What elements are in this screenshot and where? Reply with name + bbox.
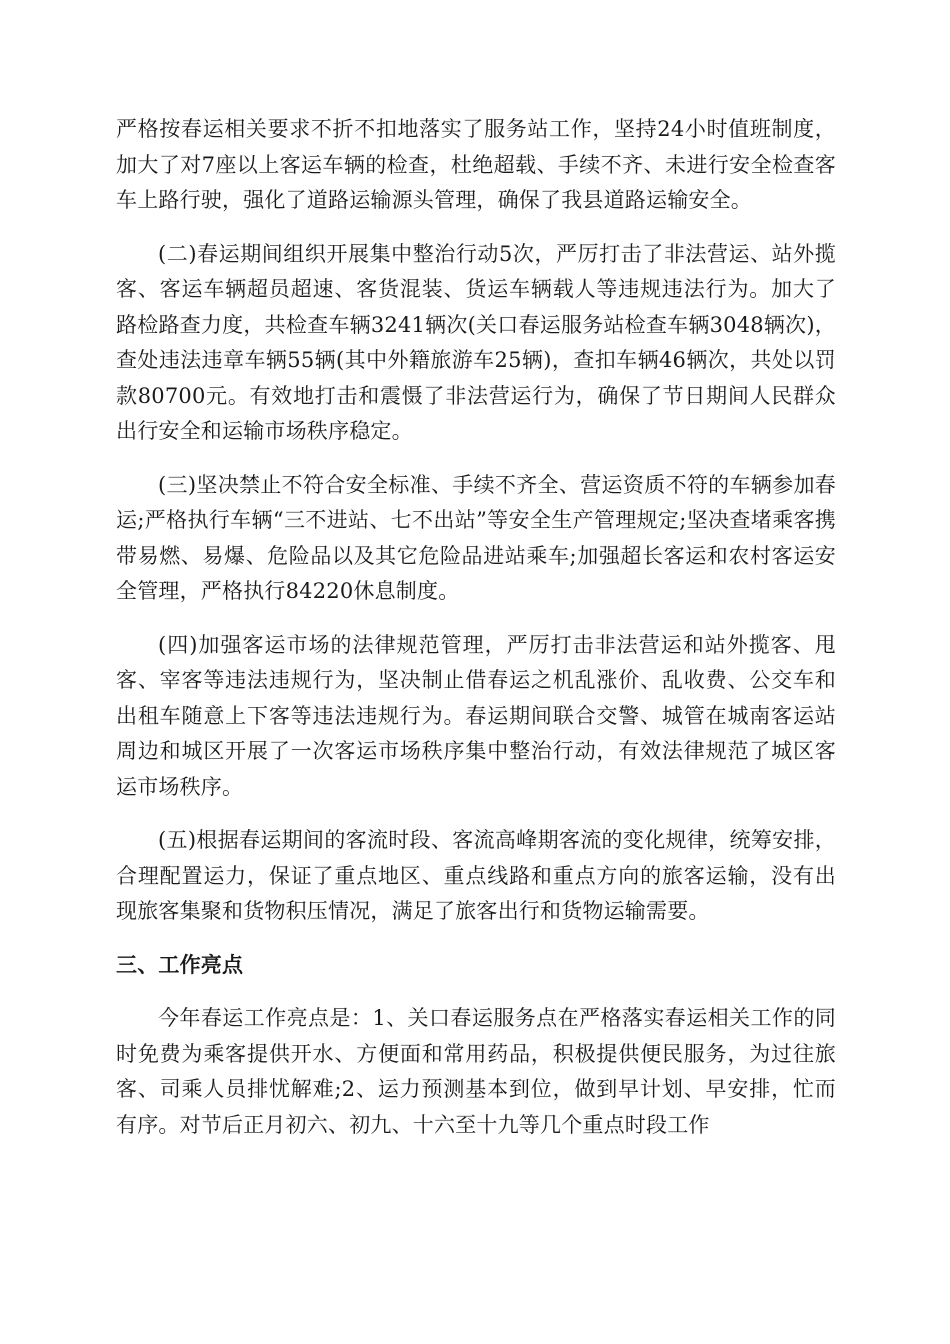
section-heading-highlights: 三、工作亮点 bbox=[116, 952, 244, 977]
document-page bbox=[116, 112, 836, 1161]
paragraph-item-3: (三)坚决禁止不符合安全标准、手续不齐全、营运资质不符的车辆参加春运;严格执行车辆“三不进站、七不出站”等安全生产管理规定;坚决查堵乘客携带易燃、易爆、危险品以及其它危险品进站乘车;加强超长客运和农村客运安全管理，严格执行84220休息制度。 bbox=[116, 472, 836, 603]
paragraph-item-2: (二)春运期间组织开展集中整治行动5次，严厉打击了非法营运、站外揽客、客运车辆超员超速、客货混装、货运车辆载人等违规违法行为。加大了路检路查力度，共检查车辆3241辆次(关口春运服务站检查车辆3048辆次)，查处违法违章车辆55辆(其中外籍旅游车25辆)，查扣车辆46辆次，共处以罚款80700元。有效地打击和震慑了非法营运行为，确保了节日期间人民群众出行安全和运输市场秩序稳定。 bbox=[116, 241, 836, 443]
paragraph-highlights: 今年春运工作亮点是：1、关口春运服务点在严格落实春运相关工作的同时免费为乘客提供开水、方便面和常用药品，积极提供便民服务，为过往旅客、司乘人员排忧解难;2、运力预测基本到位，做到早计划、早安排，忙而有序。对节后正月初六、初九、十六至十九等几个重点时段工作 bbox=[116, 1006, 836, 1137]
paragraph-item-5: (五)根据春运期间的客流时段、客流高峰期客流的变化规律，统筹安排，合理配置运力，保证了重点地区、重点线路和重点方向的旅客运输，没有出现旅客集聚和货物积压情况，满足了旅客出行和货物运输需要。 bbox=[116, 828, 836, 923]
paragraph-item-4: (四)加强客运市场的法律规范管理，严厉打击非法营运和站外揽客、甩客、宰客等违法违规行为，坚决制止借春运之机乱涨价、乱收费、公交车和出租车随意上下客等违法违规行为。春运期间联合交警、城管在城南客运站周边和城区开展了一次客运市场秩序集中整治行动，有效法律规范了城区客运市场秩序。 bbox=[116, 632, 836, 799]
paragraph-service-station: 严格按春运相关要求不折不扣地落实了服务站工作，坚持24小时值班制度，加大了对7座以上客运车辆的检查，杜绝超载、手续不齐、未进行安全检查客车上路行驶，强化了道路运输源头管理，确保了我县道路运输安全。 bbox=[116, 117, 836, 212]
